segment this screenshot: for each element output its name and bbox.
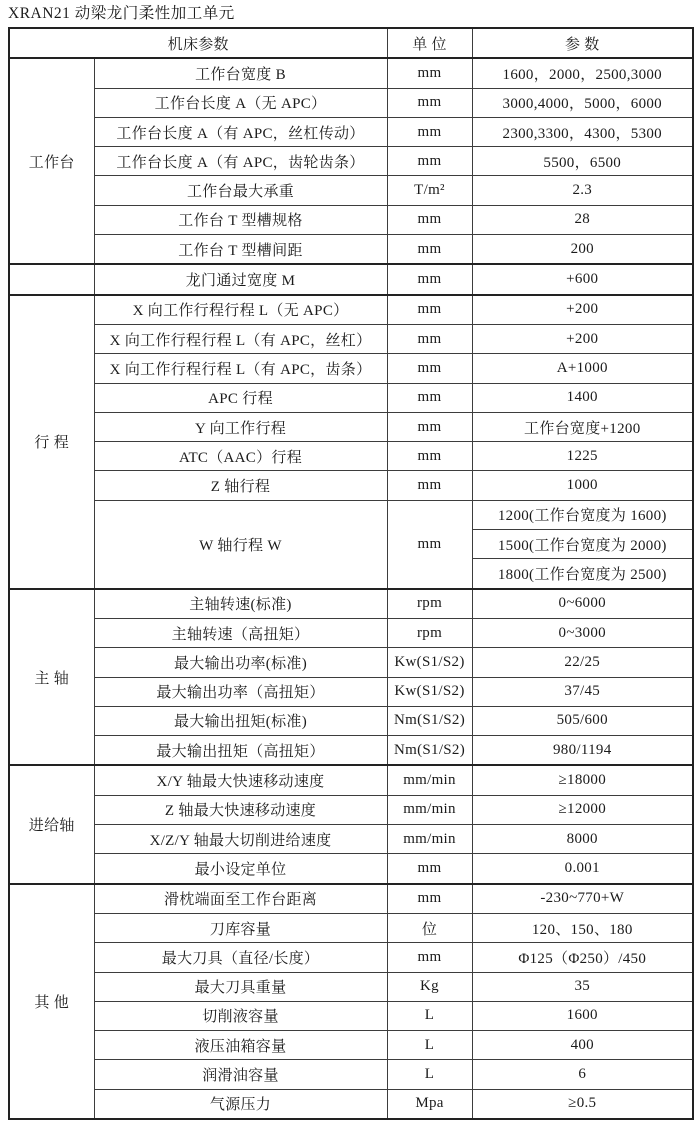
param-unit: Mpa (387, 1089, 472, 1119)
table-row (9, 1060, 693, 1089)
table-row (9, 264, 693, 294)
param-name: 工作台最大承重 (94, 176, 387, 205)
param-unit: mm (387, 471, 472, 500)
table-row (9, 706, 693, 735)
param-value: 0~3000 (472, 618, 693, 647)
param-value: 22/25 (472, 648, 693, 677)
table-row (9, 235, 693, 265)
param-name: W 轴行程 W (94, 500, 387, 588)
param-value: ≥18000 (472, 765, 693, 795)
param-unit: mm/min (387, 765, 472, 795)
param-name: 工作台长度 A（有 APC，丝杠传动） (94, 117, 387, 146)
param-name: ATC（AAC）行程 (94, 442, 387, 471)
table-row (9, 205, 693, 234)
param-value: 505/600 (472, 706, 693, 735)
param-value: 1200(工作台宽度为 1600) (472, 500, 693, 529)
group-label: 主 轴 (9, 589, 94, 766)
param-value: +200 (472, 324, 693, 353)
param-unit: mm (387, 354, 472, 383)
param-unit: mm (387, 264, 472, 294)
param-value: 200 (472, 235, 693, 265)
param-unit: mm/min (387, 825, 472, 854)
param-name: X 向工作行程行程 L（无 APC） (94, 295, 387, 325)
table-row (9, 88, 693, 117)
param-unit: mm (387, 88, 472, 117)
table-row (9, 1001, 693, 1030)
param-unit: mm (387, 205, 472, 234)
param-unit: mm (387, 295, 472, 325)
param-unit: L (387, 1031, 472, 1060)
param-value: 5500，6500 (472, 147, 693, 176)
table-row (9, 648, 693, 677)
param-unit: mm (387, 58, 472, 88)
header-machine-params: 机床参数 (9, 28, 387, 58)
param-name: 最大输出扭矩（高扭矩） (94, 736, 387, 766)
table-row (9, 147, 693, 176)
param-value: 400 (472, 1031, 693, 1060)
page-title: XRAN21 动梁龙门柔性加工单元 (8, 5, 235, 22)
param-name: 工作台 T 型槽间距 (94, 235, 387, 265)
param-value: 1500(工作台宽度为 2000) (472, 530, 693, 559)
param-value: 1800(工作台宽度为 2500) (472, 559, 693, 589)
param-unit: L (387, 1060, 472, 1089)
param-unit: mm (387, 943, 472, 972)
table-row (9, 354, 693, 383)
param-name: X 向工作行程行程 L（有 APC，丝杠） (94, 324, 387, 353)
param-value: 工作台宽度+1200 (472, 412, 693, 441)
param-value: 980/1194 (472, 736, 693, 766)
table-row (9, 677, 693, 706)
param-unit: mm (387, 854, 472, 884)
param-name: 主轴转速(标准) (94, 589, 387, 619)
param-value: -230~770+W (472, 884, 693, 914)
param-unit: mm (387, 324, 472, 353)
param-unit: Kw(S1/S2) (387, 648, 472, 677)
param-name: APC 行程 (94, 383, 387, 412)
table-row (9, 383, 693, 412)
param-name: 工作台 T 型槽规格 (94, 205, 387, 234)
param-value: 1600，2000，2500,3000 (472, 58, 693, 88)
param-name: 最大输出扭矩(标准) (94, 706, 387, 735)
param-name: 最大输出功率（高扭矩） (94, 677, 387, 706)
table-row (9, 324, 693, 353)
param-name: Y 向工作行程 (94, 412, 387, 441)
param-name: Z 轴行程 (94, 471, 387, 500)
table-row (9, 972, 693, 1001)
header-value: 参 数 (472, 28, 693, 58)
table-row (9, 736, 693, 766)
param-value: 1400 (472, 383, 693, 412)
param-value: Φ125（Φ250）/450 (472, 943, 693, 972)
param-unit: Nm(S1/S2) (387, 706, 472, 735)
param-unit: Kg (387, 972, 472, 1001)
param-value: 1225 (472, 442, 693, 471)
table-row (9, 825, 693, 854)
param-unit: mm (387, 500, 472, 588)
table-row (9, 943, 693, 972)
param-unit: mm (387, 412, 472, 441)
param-name: 工作台长度 A（有 APC，齿轮齿条） (94, 147, 387, 176)
param-value: ≥12000 (472, 795, 693, 824)
param-unit: mm (387, 442, 472, 471)
param-unit: mm (387, 147, 472, 176)
param-name: 主轴转速（高扭矩） (94, 618, 387, 647)
param-name: 最小设定单位 (94, 854, 387, 884)
param-value: 2.3 (472, 176, 693, 205)
param-unit: Nm(S1/S2) (387, 736, 472, 766)
table-row (9, 913, 693, 942)
param-unit: rpm (387, 618, 472, 647)
param-value: 37/45 (472, 677, 693, 706)
table-row (9, 795, 693, 824)
table-row (9, 58, 693, 88)
table-row (9, 589, 693, 619)
param-value: A+1000 (472, 354, 693, 383)
table-row (9, 295, 693, 325)
param-name: 切削液容量 (94, 1001, 387, 1030)
param-unit: mm (387, 383, 472, 412)
param-unit: 位 (387, 913, 472, 942)
table-row (9, 884, 693, 914)
group-label: 进给轴 (9, 765, 94, 883)
param-unit: mm (387, 235, 472, 265)
table-row (9, 117, 693, 146)
param-name: 刀库容量 (94, 913, 387, 942)
group-label: 工作台 (9, 58, 94, 264)
table-row (9, 1089, 693, 1119)
table-row (9, 500, 693, 529)
param-value: 3000,4000，5000，6000 (472, 88, 693, 117)
param-value: 2300,3300，4300，5300 (472, 117, 693, 146)
param-name: 最大刀具（直径/长度） (94, 943, 387, 972)
table-row (9, 618, 693, 647)
param-unit: rpm (387, 589, 472, 619)
spec-table-body (9, 28, 693, 1119)
param-value: 1000 (472, 471, 693, 500)
param-name: X/Z/Y 轴最大切削进给速度 (94, 825, 387, 854)
param-value: +200 (472, 295, 693, 325)
param-value: +600 (472, 264, 693, 294)
param-value: 0.001 (472, 854, 693, 884)
param-unit: mm/min (387, 795, 472, 824)
param-value: 1600 (472, 1001, 693, 1030)
param-value: 6 (472, 1060, 693, 1089)
param-name: 气源压力 (94, 1089, 387, 1119)
param-unit: mm (387, 117, 472, 146)
table-row (9, 176, 693, 205)
param-unit: mm (387, 884, 472, 914)
param-name: 工作台长度 A（无 APC） (94, 88, 387, 117)
table-row (9, 412, 693, 441)
param-unit: T/m² (387, 176, 472, 205)
group-label (9, 264, 94, 294)
param-unit: Kw(S1/S2) (387, 677, 472, 706)
param-name: 润滑油容量 (94, 1060, 387, 1089)
table-row (9, 471, 693, 500)
header-unit: 单 位 (387, 28, 472, 58)
group-label: 行 程 (9, 295, 94, 589)
group-label: 其 他 (9, 884, 94, 1119)
table-row (9, 1031, 693, 1060)
table-header-row (9, 28, 693, 58)
param-name: 最大刀具重量 (94, 972, 387, 1001)
param-name: X/Y 轴最大快速移动速度 (94, 765, 387, 795)
param-name: 工作台宽度 B (94, 58, 387, 88)
param-name: Z 轴最大快速移动速度 (94, 795, 387, 824)
param-name: 液压油箱容量 (94, 1031, 387, 1060)
table-row (9, 442, 693, 471)
param-name: X 向工作行程行程 L（有 APC，齿条） (94, 354, 387, 383)
param-value: 0~6000 (472, 589, 693, 619)
param-value: 8000 (472, 825, 693, 854)
spec-table (8, 27, 694, 1120)
param-value: ≥0.5 (472, 1089, 693, 1119)
param-value: 120、150、180 (472, 913, 693, 942)
param-value: 35 (472, 972, 693, 1001)
table-row (9, 765, 693, 795)
param-name: 滑枕端面至工作台距离 (94, 884, 387, 914)
param-name: 最大输出功率(标准) (94, 648, 387, 677)
param-unit: L (387, 1001, 472, 1030)
table-row (9, 854, 693, 884)
param-value: 28 (472, 205, 693, 234)
param-name: 龙门通过宽度 M (94, 264, 387, 294)
